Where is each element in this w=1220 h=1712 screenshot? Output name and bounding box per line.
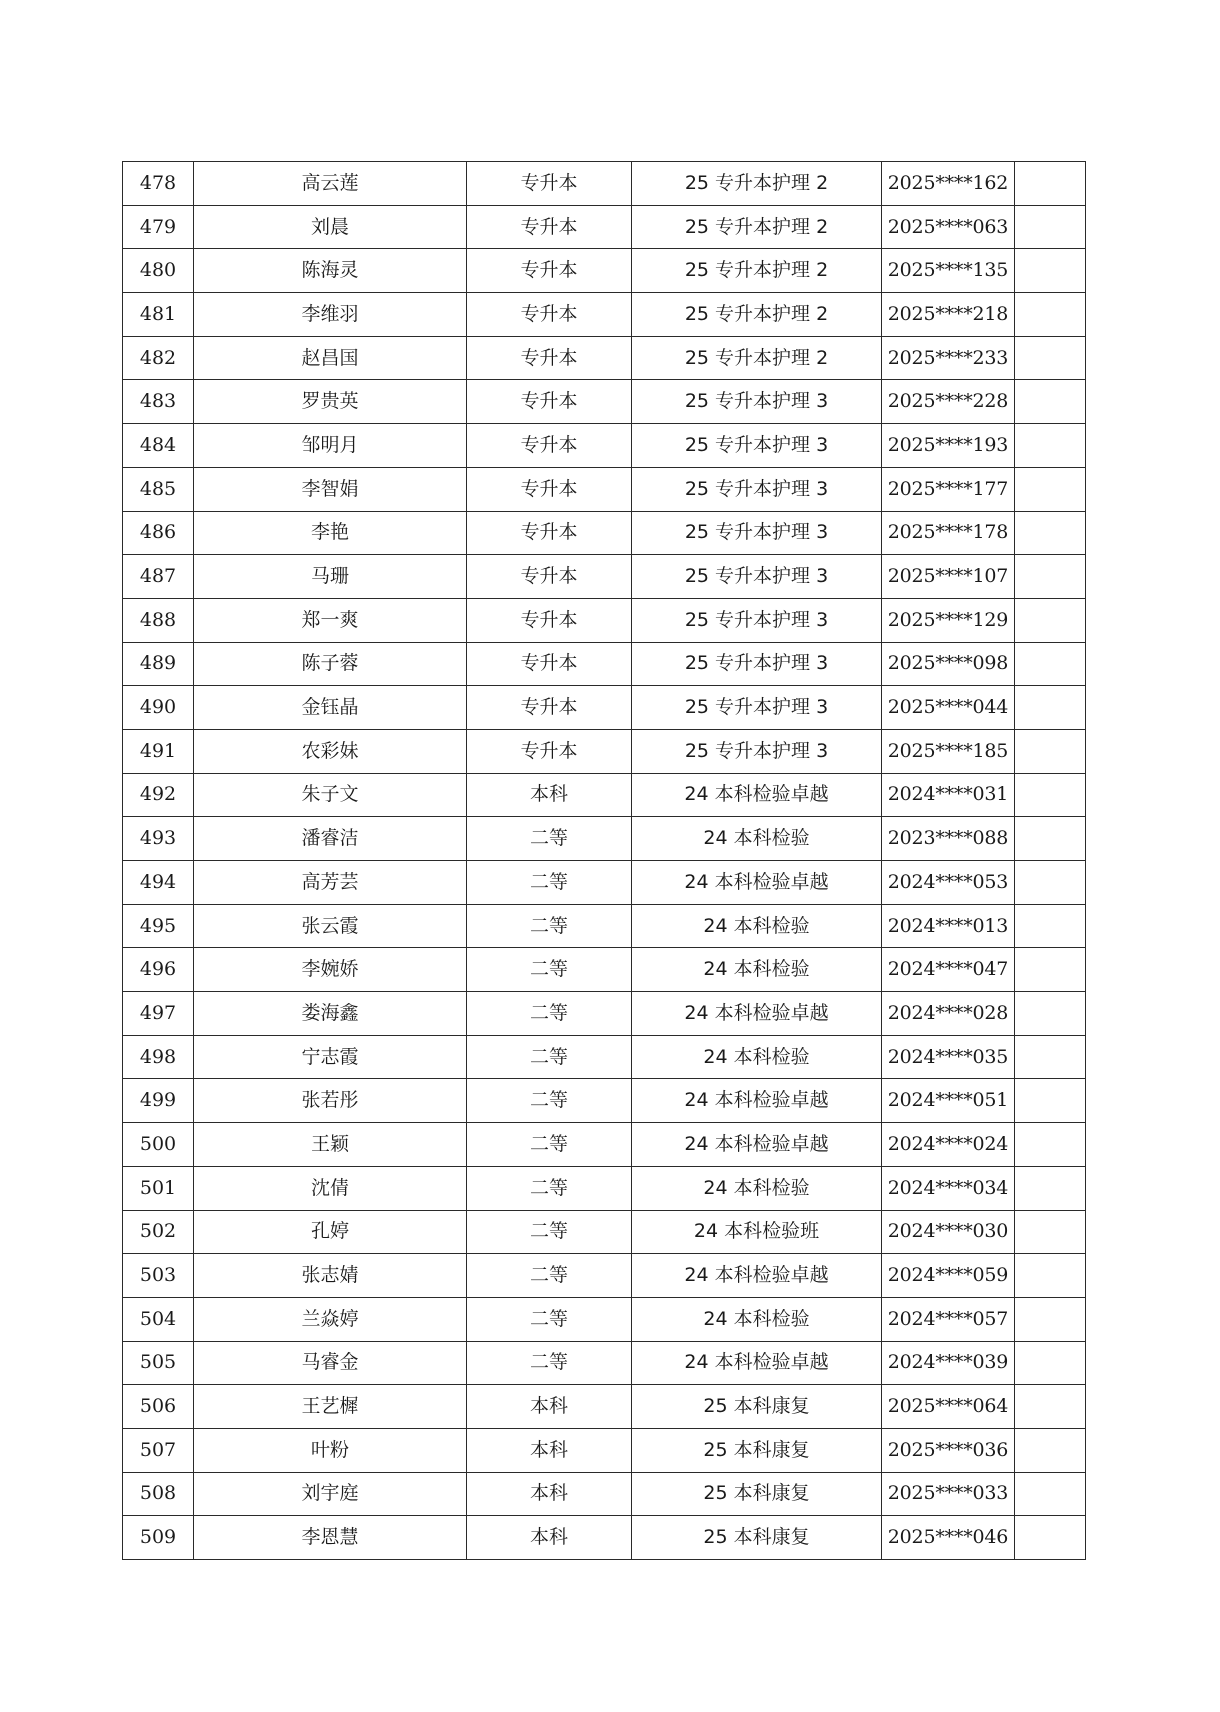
student-id-cell: 2025****044	[882, 686, 1015, 730]
note-cell	[1015, 904, 1086, 948]
table-row	[123, 1166, 1086, 1210]
note-cell	[1015, 1210, 1086, 1254]
class-name-cell: 24 本科检验卓越	[632, 1123, 882, 1167]
student-id-cell: 2025****129	[882, 598, 1015, 642]
table-row	[123, 293, 1086, 337]
student-name-cell: 潘睿洁	[194, 817, 467, 861]
class-name-cell: 25 专升本护理 2	[632, 205, 882, 249]
note-cell	[1015, 1079, 1086, 1123]
student-name-cell: 高芳芸	[194, 861, 467, 905]
note-cell	[1015, 555, 1086, 599]
note-cell	[1015, 1297, 1086, 1341]
row-number-cell: 489	[123, 642, 194, 686]
row-number-cell: 501	[123, 1166, 194, 1210]
student-name-cell: 张若彤	[194, 1079, 467, 1123]
table-row	[123, 1254, 1086, 1298]
class-name-cell: 25 专升本护理 3	[632, 555, 882, 599]
table-row	[123, 1210, 1086, 1254]
class-name-cell: 24 本科检验卓越	[632, 861, 882, 905]
class-name-cell: 25 专升本护理 3	[632, 467, 882, 511]
row-number-cell: 481	[123, 293, 194, 337]
student-id-cell: 2024****051	[882, 1079, 1015, 1123]
student-id-cell: 2024****034	[882, 1166, 1015, 1210]
student-id-cell: 2025****193	[882, 424, 1015, 468]
student-id-cell: 2024****057	[882, 1297, 1015, 1341]
row-number-cell: 505	[123, 1341, 194, 1385]
student-name-cell: 李婉娇	[194, 948, 467, 992]
row-number-cell: 496	[123, 948, 194, 992]
student-id-cell: 2023****088	[882, 817, 1015, 861]
note-cell	[1015, 424, 1086, 468]
note-cell	[1015, 1123, 1086, 1167]
table-row	[123, 729, 1086, 773]
student-id-cell: 2024****024	[882, 1123, 1015, 1167]
student-name-cell: 宁志霞	[194, 1035, 467, 1079]
class-name-cell: 25 本科康复	[632, 1516, 882, 1560]
table-row	[123, 1297, 1086, 1341]
note-cell	[1015, 205, 1086, 249]
education-level-cell: 专升本	[467, 380, 632, 424]
row-number-cell: 487	[123, 555, 194, 599]
row-number-cell: 502	[123, 1210, 194, 1254]
class-name-cell: 25 专升本护理 3	[632, 686, 882, 730]
education-level-cell: 二等	[467, 861, 632, 905]
student-name-cell: 刘宇庭	[194, 1472, 467, 1516]
class-name-cell: 24 本科检验卓越	[632, 773, 882, 817]
student-id-cell: 2025****135	[882, 249, 1015, 293]
note-cell	[1015, 992, 1086, 1036]
row-number-cell: 482	[123, 336, 194, 380]
student-id-cell: 2024****039	[882, 1341, 1015, 1385]
row-number-cell: 498	[123, 1035, 194, 1079]
student-id-cell: 2024****031	[882, 773, 1015, 817]
note-cell	[1015, 380, 1086, 424]
class-name-cell: 25 专升本护理 3	[632, 424, 882, 468]
row-number-cell: 483	[123, 380, 194, 424]
note-cell	[1015, 1472, 1086, 1516]
class-name-cell: 25 专升本护理 3	[632, 598, 882, 642]
student-id-cell: 2025****064	[882, 1385, 1015, 1429]
class-name-cell: 25 专升本护理 3	[632, 380, 882, 424]
student-name-cell: 张志婧	[194, 1254, 467, 1298]
student-id-cell: 2025****036	[882, 1428, 1015, 1472]
class-name-cell: 24 本科检验卓越	[632, 1341, 882, 1385]
class-name-cell: 24 本科检验	[632, 1035, 882, 1079]
student-name-cell: 马睿金	[194, 1341, 467, 1385]
student-id-cell: 2024****030	[882, 1210, 1015, 1254]
education-level-cell: 专升本	[467, 511, 632, 555]
note-cell	[1015, 293, 1086, 337]
table-row	[123, 424, 1086, 468]
class-name-cell: 25 专升本护理 2	[632, 249, 882, 293]
table-row	[123, 861, 1086, 905]
table-row	[123, 1341, 1086, 1385]
student-id-cell: 2024****059	[882, 1254, 1015, 1298]
education-level-cell: 专升本	[467, 293, 632, 337]
class-name-cell: 24 本科检验	[632, 817, 882, 861]
education-level-cell: 专升本	[467, 642, 632, 686]
education-level-cell: 专升本	[467, 467, 632, 511]
note-cell	[1015, 598, 1086, 642]
education-level-cell: 专升本	[467, 598, 632, 642]
table-row	[123, 686, 1086, 730]
class-name-cell: 25 专升本护理 2	[632, 336, 882, 380]
class-name-cell: 25 本科康复	[632, 1428, 882, 1472]
student-name-cell: 金钰晶	[194, 686, 467, 730]
student-name-cell: 朱子文	[194, 773, 467, 817]
note-cell	[1015, 249, 1086, 293]
student-roster-table	[122, 161, 1086, 1560]
class-name-cell: 25 专升本护理 3	[632, 729, 882, 773]
table-row	[123, 817, 1086, 861]
table-row	[123, 1428, 1086, 1472]
student-id-cell: 2025****233	[882, 336, 1015, 380]
education-level-cell: 本科	[467, 773, 632, 817]
class-name-cell: 24 本科检验卓越	[632, 1079, 882, 1123]
table-row	[123, 1385, 1086, 1429]
education-level-cell: 专升本	[467, 686, 632, 730]
education-level-cell: 专升本	[467, 205, 632, 249]
student-name-cell: 李艳	[194, 511, 467, 555]
note-cell	[1015, 1385, 1086, 1429]
note-cell	[1015, 162, 1086, 206]
row-number-cell: 486	[123, 511, 194, 555]
note-cell	[1015, 511, 1086, 555]
student-id-cell: 2025****046	[882, 1516, 1015, 1560]
education-level-cell: 本科	[467, 1472, 632, 1516]
education-level-cell: 二等	[467, 948, 632, 992]
class-name-cell: 24 本科检验班	[632, 1210, 882, 1254]
student-name-cell: 沈倩	[194, 1166, 467, 1210]
note-cell	[1015, 1254, 1086, 1298]
student-id-cell: 2025****178	[882, 511, 1015, 555]
class-name-cell: 24 本科检验	[632, 904, 882, 948]
class-name-cell: 25 本科康复	[632, 1385, 882, 1429]
student-name-cell: 王颖	[194, 1123, 467, 1167]
note-cell	[1015, 948, 1086, 992]
education-level-cell: 二等	[467, 1079, 632, 1123]
student-name-cell: 高云莲	[194, 162, 467, 206]
student-id-cell: 2024****053	[882, 861, 1015, 905]
row-number-cell: 495	[123, 904, 194, 948]
student-id-cell: 2025****107	[882, 555, 1015, 599]
note-cell	[1015, 1516, 1086, 1560]
table-row	[123, 598, 1086, 642]
row-number-cell: 503	[123, 1254, 194, 1298]
student-name-cell: 郑一爽	[194, 598, 467, 642]
class-name-cell: 24 本科检验卓越	[632, 992, 882, 1036]
student-id-cell: 2025****177	[882, 467, 1015, 511]
student-name-cell: 李维羽	[194, 293, 467, 337]
student-name-cell: 赵昌国	[194, 336, 467, 380]
table-row	[123, 205, 1086, 249]
student-name-cell: 罗贵英	[194, 380, 467, 424]
row-number-cell: 494	[123, 861, 194, 905]
student-name-cell: 叶粉	[194, 1428, 467, 1472]
education-level-cell: 二等	[467, 1210, 632, 1254]
education-level-cell: 二等	[467, 904, 632, 948]
student-id-cell: 2025****098	[882, 642, 1015, 686]
table-row	[123, 948, 1086, 992]
table-row	[123, 773, 1086, 817]
note-cell	[1015, 686, 1086, 730]
row-number-cell: 479	[123, 205, 194, 249]
student-id-cell: 2024****028	[882, 992, 1015, 1036]
education-level-cell: 专升本	[467, 555, 632, 599]
note-cell	[1015, 861, 1086, 905]
table-row	[123, 904, 1086, 948]
table-row	[123, 1035, 1086, 1079]
roster-body	[123, 162, 1086, 1560]
table-row	[123, 1472, 1086, 1516]
row-number-cell: 480	[123, 249, 194, 293]
note-cell	[1015, 1035, 1086, 1079]
student-name-cell: 娄海鑫	[194, 992, 467, 1036]
class-name-cell: 25 本科康复	[632, 1472, 882, 1516]
row-number-cell: 508	[123, 1472, 194, 1516]
class-name-cell: 24 本科检验	[632, 948, 882, 992]
student-name-cell: 李智娟	[194, 467, 467, 511]
row-number-cell: 492	[123, 773, 194, 817]
table-row	[123, 1516, 1086, 1560]
education-level-cell: 二等	[467, 1123, 632, 1167]
student-name-cell: 农彩妹	[194, 729, 467, 773]
row-number-cell: 490	[123, 686, 194, 730]
student-id-cell: 2025****033	[882, 1472, 1015, 1516]
education-level-cell: 专升本	[467, 162, 632, 206]
education-level-cell: 本科	[467, 1428, 632, 1472]
student-name-cell: 马珊	[194, 555, 467, 599]
education-level-cell: 二等	[467, 1166, 632, 1210]
table-row	[123, 511, 1086, 555]
table-row	[123, 1079, 1086, 1123]
class-name-cell: 24 本科检验	[632, 1166, 882, 1210]
education-level-cell: 专升本	[467, 424, 632, 468]
education-level-cell: 专升本	[467, 249, 632, 293]
note-cell	[1015, 729, 1086, 773]
note-cell	[1015, 773, 1086, 817]
education-level-cell: 二等	[467, 1297, 632, 1341]
student-id-cell: 2024****013	[882, 904, 1015, 948]
note-cell	[1015, 1166, 1086, 1210]
row-number-cell: 497	[123, 992, 194, 1036]
class-name-cell: 24 本科检验	[632, 1297, 882, 1341]
student-id-cell: 2025****063	[882, 205, 1015, 249]
class-name-cell: 24 本科检验卓越	[632, 1254, 882, 1298]
note-cell	[1015, 336, 1086, 380]
table-row	[123, 642, 1086, 686]
note-cell	[1015, 1428, 1086, 1472]
row-number-cell: 493	[123, 817, 194, 861]
table-row	[123, 1123, 1086, 1167]
education-level-cell: 专升本	[467, 336, 632, 380]
student-id-cell: 2025****185	[882, 729, 1015, 773]
class-name-cell: 25 专升本护理 3	[632, 511, 882, 555]
student-name-cell: 李恩慧	[194, 1516, 467, 1560]
student-id-cell: 2025****228	[882, 380, 1015, 424]
student-name-cell: 王艺樨	[194, 1385, 467, 1429]
row-number-cell: 488	[123, 598, 194, 642]
class-name-cell: 25 专升本护理 2	[632, 293, 882, 337]
student-name-cell: 刘晨	[194, 205, 467, 249]
row-number-cell: 504	[123, 1297, 194, 1341]
note-cell	[1015, 817, 1086, 861]
class-name-cell: 25 专升本护理 2	[632, 162, 882, 206]
education-level-cell: 本科	[467, 1385, 632, 1429]
education-level-cell: 二等	[467, 992, 632, 1036]
education-level-cell: 专升本	[467, 729, 632, 773]
table-row	[123, 336, 1086, 380]
student-id-cell: 2025****162	[882, 162, 1015, 206]
table-row	[123, 380, 1086, 424]
student-name-cell: 孔婷	[194, 1210, 467, 1254]
row-number-cell: 478	[123, 162, 194, 206]
class-name-cell: 25 专升本护理 3	[632, 642, 882, 686]
table-row	[123, 992, 1086, 1036]
table-row	[123, 162, 1086, 206]
row-number-cell: 485	[123, 467, 194, 511]
student-id-cell: 2024****047	[882, 948, 1015, 992]
note-cell	[1015, 467, 1086, 511]
student-id-cell: 2025****218	[882, 293, 1015, 337]
row-number-cell: 507	[123, 1428, 194, 1472]
education-level-cell: 二等	[467, 817, 632, 861]
note-cell	[1015, 1341, 1086, 1385]
table-row	[123, 467, 1086, 511]
student-name-cell: 邹明月	[194, 424, 467, 468]
note-cell	[1015, 642, 1086, 686]
student-name-cell: 张云霞	[194, 904, 467, 948]
student-name-cell: 兰焱婷	[194, 1297, 467, 1341]
education-level-cell: 二等	[467, 1341, 632, 1385]
student-id-cell: 2024****035	[882, 1035, 1015, 1079]
table-row	[123, 555, 1086, 599]
row-number-cell: 509	[123, 1516, 194, 1560]
row-number-cell: 491	[123, 729, 194, 773]
row-number-cell: 484	[123, 424, 194, 468]
education-level-cell: 二等	[467, 1254, 632, 1298]
education-level-cell: 本科	[467, 1516, 632, 1560]
student-name-cell: 陈海灵	[194, 249, 467, 293]
education-level-cell: 二等	[467, 1035, 632, 1079]
row-number-cell: 500	[123, 1123, 194, 1167]
row-number-cell: 499	[123, 1079, 194, 1123]
student-name-cell: 陈子蓉	[194, 642, 467, 686]
table-row	[123, 249, 1086, 293]
row-number-cell: 506	[123, 1385, 194, 1429]
